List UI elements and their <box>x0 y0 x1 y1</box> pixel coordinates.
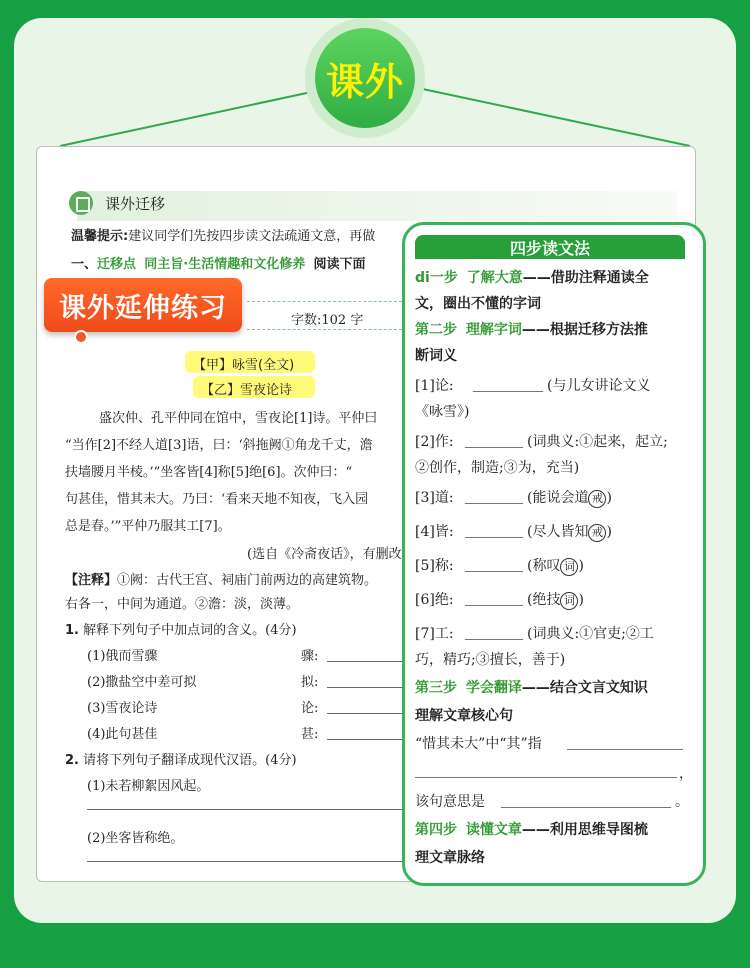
vocab-blank[interactable] <box>465 571 523 572</box>
comma: ， <box>679 766 693 782</box>
step-4-desc: 理文章脉络 <box>415 850 485 866</box>
q2-item: (2)坐客皆称绝。 <box>87 831 184 846</box>
q1-word: 甚: <box>301 727 319 742</box>
passage-line: 盛次仲、孔平仲同在馆中，雪夜论[1]诗。平仲曰 <box>99 411 378 426</box>
answer-blank[interactable] <box>327 661 407 662</box>
extension-label: 课外延伸练习 <box>44 278 242 332</box>
pointer-dot <box>74 330 88 344</box>
meaning-question: 该句意思是 <box>415 794 485 810</box>
vocab-num: [1]论: <box>415 378 454 394</box>
quote-question: “惜其未大”中“其”指 <box>415 736 542 752</box>
vocab-blank[interactable] <box>465 605 523 606</box>
q1-item: (2)撒盐空中差可拟 <box>87 675 197 690</box>
vocab-num: [6]绝: <box>415 592 454 608</box>
word-count: 字数:102 字 <box>291 313 364 328</box>
vocab-hint: (称叹 词 ) <box>527 558 584 574</box>
vocab-hint: (能说会道 戒 ) <box>527 490 612 506</box>
migrate-line: 一、迁移点 同主旨·生活情趣和文化修养 阅读下面 <box>71 257 366 272</box>
vocab-hint: (词典义:①起来，起立; <box>527 434 668 450</box>
vocab-hint: (与儿女讲论文义 <box>547 378 651 394</box>
book-icon <box>69 191 93 215</box>
answer-blank[interactable] <box>501 807 671 808</box>
tip: 温馨提示:建议同学们先按四步读文法疏通文意，再做 <box>71 229 376 244</box>
notes: 【注释】①阙：古代王宫、祠庙门前两边的高建筑物。 <box>65 573 378 588</box>
question-1: 1. 解释下列句子中加点词的含义。(4分) <box>65 623 297 638</box>
step-1: di一步 了解大意——借助注释通读全 <box>415 270 649 286</box>
vocab-hint2: ②创作，制造;③为，充当) <box>415 460 580 476</box>
vocab-blank[interactable] <box>465 503 523 504</box>
question-2: 2. 请将下列句子翻译成现代汉语。(4分) <box>65 753 297 768</box>
vocab-num: [4]皆: <box>415 524 454 540</box>
vocab-num: [3]道: <box>415 490 454 506</box>
vocab-hint2: 《咏雪》) <box>415 404 470 420</box>
q1-word: 拟: <box>301 675 319 690</box>
q1-item: (3)雪夜论诗 <box>87 701 158 716</box>
divider <box>247 301 407 302</box>
badge <box>305 18 425 138</box>
answer-blank[interactable] <box>87 861 407 862</box>
section-title: 课外迁移 <box>105 195 166 213</box>
step-3: 第三步 学会翻译——结合文言文知识 <box>415 680 648 696</box>
answer-blank[interactable] <box>415 777 677 778</box>
q2-item: (1)未若柳絮因风起。 <box>87 779 210 794</box>
vocab-hint2: 巧，精巧;③擅长，善于) <box>415 652 566 668</box>
period: 。 <box>675 794 689 810</box>
badge-title: 课外 <box>325 59 404 104</box>
vocab-blank[interactable] <box>465 639 523 640</box>
vocab-blank[interactable] <box>465 447 523 448</box>
q1-item: (1)俄而雪骤 <box>87 649 158 664</box>
step-2-desc: 断词义 <box>415 348 457 364</box>
vocab-num: [7]工: <box>415 626 454 642</box>
vocab-hint: (尽人皆知 戒 ) <box>527 524 612 540</box>
vocab-num: [5]称: <box>415 558 454 574</box>
step-1-desc: 文，圈出不懂的字词 <box>415 296 541 312</box>
section-header <box>77 191 677 221</box>
step-4: 第四步 读懂文章——利用思维导图梳 <box>415 822 648 838</box>
notes-line2: 右各一，中间为通道。②澹：淡，淡薄。 <box>65 597 300 612</box>
four-step-panel <box>402 222 706 886</box>
step-3-desc: 理解文章核心句 <box>415 708 513 724</box>
source: (选自《冷斋夜话》，有删改 <box>247 547 402 562</box>
q1-word: 骤: <box>301 649 319 664</box>
vocab-blank[interactable] <box>465 537 523 538</box>
divider <box>247 329 407 330</box>
vocab-num: [2]作: <box>415 434 454 450</box>
text-yi: 【乙】雪夜论诗 <box>201 383 293 398</box>
text-jia: 【甲】咏雪(全文) <box>193 358 295 373</box>
passage-line: 扶墙腰月半棱。’”坐客皆[4]称[5]绝[6]。次仲曰：“ <box>65 465 353 480</box>
passage-line: “当作[2]不经人道[3]语，曰：‘斜拖阙①角龙千丈，澹 <box>65 438 373 453</box>
answer-blank[interactable] <box>327 713 407 714</box>
vocab-hint: (词典义:①官吏;②工 <box>527 626 654 642</box>
vocab-blank[interactable] <box>473 391 543 392</box>
q1-word: 论: <box>301 701 319 716</box>
answer-blank[interactable] <box>567 749 683 750</box>
passage-line: 句甚佳，惜其未大。乃曰：‘看来天地不知夜，飞入园 <box>65 492 369 507</box>
q1-item: (4)此句甚佳 <box>87 727 158 742</box>
step-2: 第二步 理解字词——根据迁移方法推 <box>415 322 648 338</box>
answer-blank[interactable] <box>327 687 407 688</box>
answer-blank[interactable] <box>87 809 407 810</box>
answer-blank[interactable] <box>327 739 407 740</box>
passage-line: 总是春。’”平仲乃服其工[7]。 <box>65 519 231 534</box>
vocab-hint: (绝技 词 ) <box>527 592 584 608</box>
panel-header: 四步读文法 <box>415 235 685 259</box>
